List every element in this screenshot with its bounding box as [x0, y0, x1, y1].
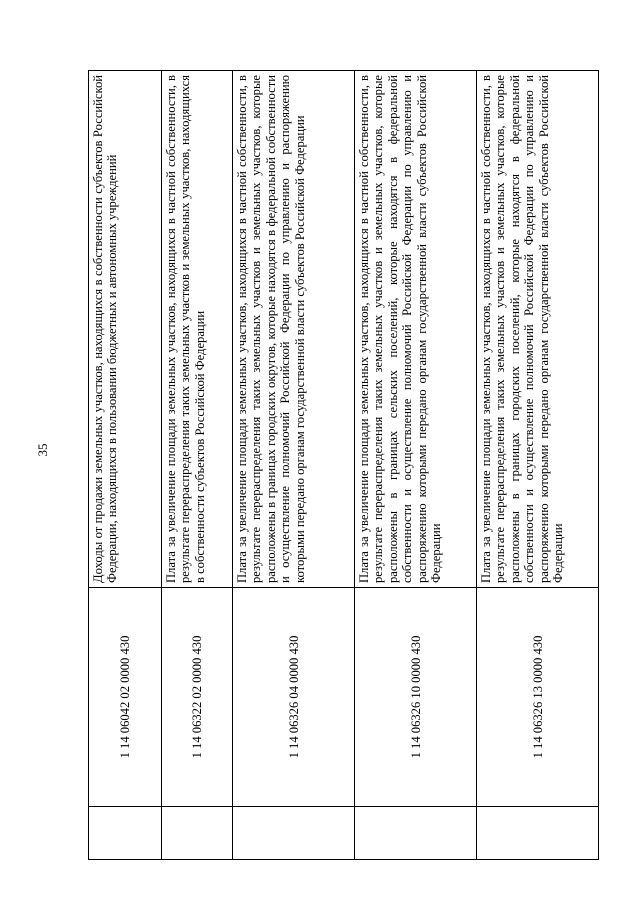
page-number: 35: [35, 443, 50, 457]
table-row: [233, 71, 355, 860]
rotated-table-frame: [88, 70, 598, 860]
revenue-description: Плата за увеличение площади земельных участков, находящихся в частной собственности, в результате перераспределения таких земельных участков и земельных участков, которые расположены в границах городских поселений, которые находятся в федеральной собственности и осуществление полномочий Российской Федерации по управлению и распоряжению которыми передано органам государственной власти субъектов Российской Федерации: [477, 71, 599, 588]
revenue-code: 1 14 06326 10 0000 430: [355, 588, 477, 807]
rotated-table: [88, 70, 598, 860]
revenue-description: Плата за увеличение площади земельных участков, находящихся в частной собственности, в результате перераспределения таких земельных участков и земельных участков, находящихся в собственности субъектов Российской Федерации: [162, 71, 233, 588]
revenue-description: Плата за увеличение площади земельных участков, находящихся в частной собственности, в результате перераспределения таких земельных участков и земельных участков, которые расположены в границах городских округов, которые находятся в федеральной собственности и осуществление полномочий Российской Федерации по управлению и распоряжению которыми передано органам государственной власти субъектов Российской Федерации: [233, 71, 355, 588]
revenue-codes-table: [88, 70, 599, 860]
table-row: [89, 71, 162, 860]
table-row: [162, 71, 233, 860]
empty-cell: [477, 807, 599, 860]
empty-cell: [162, 807, 233, 860]
revenue-code: 1 14 06322 02 0000 430: [162, 588, 233, 807]
revenue-description: Плата за увеличение площади земельных участков, находящихся в частной собственности, в результате перераспределения таких земельных участков и земельных участков, которые расположены в границах сельских поселений, которые находятся в федеральной собственности и осуществление полномочий Российской Федерации по управлению и распоряжению которыми передано органам государственной власти субъектов Российской Федерации: [355, 71, 477, 588]
revenue-code: 1 14 06042 02 0000 430: [89, 588, 162, 807]
table-row: [355, 71, 477, 860]
empty-cell: [233, 807, 355, 860]
empty-cell: [89, 807, 162, 860]
empty-cell: [355, 807, 477, 860]
table-row: [477, 71, 599, 860]
revenue-code: 1 14 06326 04 0000 430: [233, 588, 355, 807]
revenue-description: Доходы от продажи земельных участков, находящихся в собственности субъектов Российской Федерации, находящихся в пользовании бюджетных и автономных учреждений: [89, 71, 162, 588]
revenue-code: 1 14 06326 13 0000 430: [477, 588, 599, 807]
